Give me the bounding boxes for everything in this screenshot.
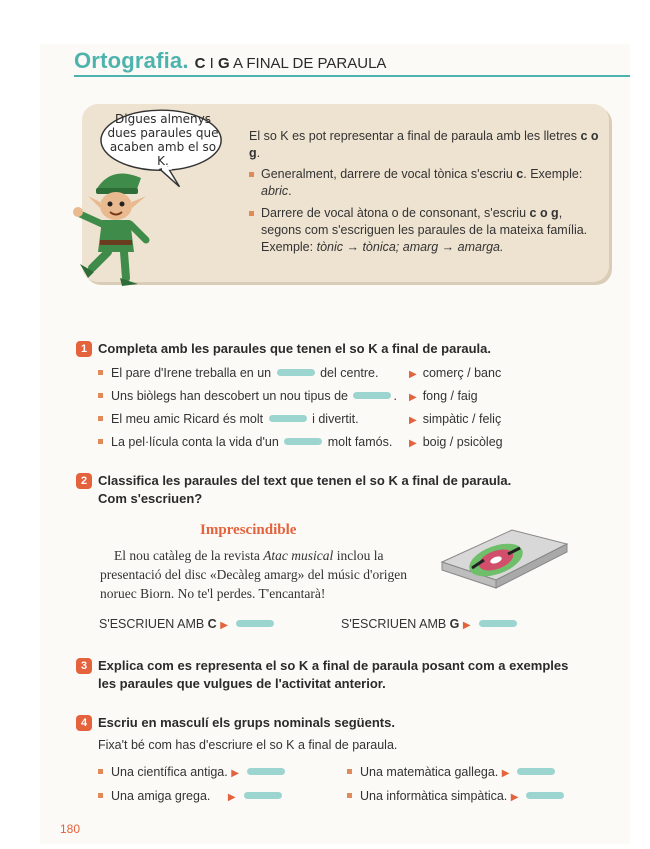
question-number-badge: 1 bbox=[76, 341, 92, 357]
info-intro: El so K es pot representar a final de paraula amb les lletres c o g. bbox=[249, 129, 599, 160]
answer-blank[interactable] bbox=[244, 792, 282, 799]
answer-blank[interactable] bbox=[353, 392, 391, 399]
answer-blank[interactable] bbox=[479, 620, 517, 627]
question-2-heading: 2 Classifica les paraules del text que tenen el so K a final de paraula. Com s'escriuen? bbox=[76, 472, 511, 508]
cd-case-icon bbox=[432, 522, 572, 602]
question-number-badge: 2 bbox=[76, 473, 92, 489]
answer-blank[interactable] bbox=[517, 768, 555, 775]
answer-blank[interactable] bbox=[284, 438, 322, 445]
info-bullet-1: Generalment, darrere de vocal tònica s'escriu c. Exemple: abric. bbox=[249, 166, 599, 200]
q1-options-2: ▶ fong / faig bbox=[409, 389, 478, 403]
question-4-heading: 4 Escriu en masculí els grups nominals següents. bbox=[76, 714, 395, 732]
question-1-heading: 1 Completa amb les paraules que tenen el so K a final de paraula. bbox=[76, 340, 491, 358]
title-main: Ortografia. bbox=[74, 48, 189, 73]
info-text bbox=[249, 128, 599, 261]
article-text: El nou catàleg de la revista Atac musical inclou la presentació del disc «Decàleg amarg» del músic d'origen noruec Biorn. No te'l perdes. T'encantarà! bbox=[100, 548, 407, 601]
triangle-icon: ▶ bbox=[462, 620, 471, 631]
page-number: 180 bbox=[60, 822, 81, 836]
q1-row-1: El pare d'Irene treballa en un del centre. bbox=[98, 366, 378, 380]
answer-blank[interactable] bbox=[526, 792, 564, 799]
question-number-badge: 4 bbox=[76, 715, 92, 731]
triangle-icon: ▶ bbox=[409, 415, 417, 426]
answer-blank[interactable] bbox=[247, 768, 285, 775]
triangle-icon: ▶ bbox=[510, 792, 519, 803]
question-number-badge: 3 bbox=[76, 658, 92, 674]
triangle-icon: ▶ bbox=[409, 369, 417, 380]
q1-row-4: La pel·lícula conta la vida d'un molt famós. bbox=[98, 435, 392, 449]
page-title bbox=[74, 48, 386, 74]
info-bullet-2: Darrere de vocal àtona o de consonant, s'escriu c o g, segons com s'escriguen les paraules de la mateixa família. Exemple: tònic → tònica; amarg → amarga. bbox=[249, 205, 599, 256]
triangle-icon: ▶ bbox=[501, 768, 510, 779]
q1-options-3: ▶ simpàtic / feliç bbox=[409, 412, 502, 426]
triangle-icon: ▶ bbox=[231, 768, 239, 779]
q4-item-3: Una amiga grega. ▶ bbox=[98, 789, 284, 803]
q1-row-3: El meu amic Ricard és molt i divertit. bbox=[98, 412, 359, 426]
triangle-icon: ▶ bbox=[409, 392, 417, 403]
answer-blank[interactable] bbox=[277, 369, 315, 376]
question-3-heading: 3 Explica com es representa el so K a final de paraula posant com a exemples les paraules que vulgues de l'activitat anterior. bbox=[76, 657, 568, 693]
title-underline bbox=[74, 75, 630, 77]
q4-item-2: Una matemàtica gallega. ▶ bbox=[347, 765, 557, 779]
q1-row-2: Uns biòlegs han descobert un nou tipus de . bbox=[98, 389, 397, 403]
q4-item-4: Una informàtica simpàtica. ▶ bbox=[347, 789, 566, 803]
title-sub: C I G A FINAL DE PARAULA bbox=[194, 55, 387, 72]
classify-g-label: S'ESCRIUEN AMB G ▶ bbox=[341, 617, 519, 631]
answer-blank[interactable] bbox=[269, 415, 307, 422]
article-title: Imprescindible bbox=[200, 522, 297, 538]
q4-hint: Fixa't bé com has d'escriure el so K a final de paraula. bbox=[98, 738, 398, 752]
bubble-text: Digues almenys dues paraules que acaben amb el so K. bbox=[107, 112, 219, 168]
q1-options-4: ▶ boig / psicòleg bbox=[409, 435, 503, 449]
triangle-icon: ▶ bbox=[227, 792, 236, 803]
triangle-icon: ▶ bbox=[220, 620, 228, 631]
q1-options-1: ▶ comerç / banc bbox=[409, 366, 502, 380]
answer-blank[interactable] bbox=[236, 620, 274, 627]
triangle-icon: ▶ bbox=[409, 438, 417, 449]
classify-c-label: S'ESCRIUEN AMB C ▶ bbox=[99, 617, 276, 631]
q4-item-1: Una científica antiga. ▶ bbox=[98, 765, 287, 779]
elf-character-icon bbox=[66, 160, 166, 290]
